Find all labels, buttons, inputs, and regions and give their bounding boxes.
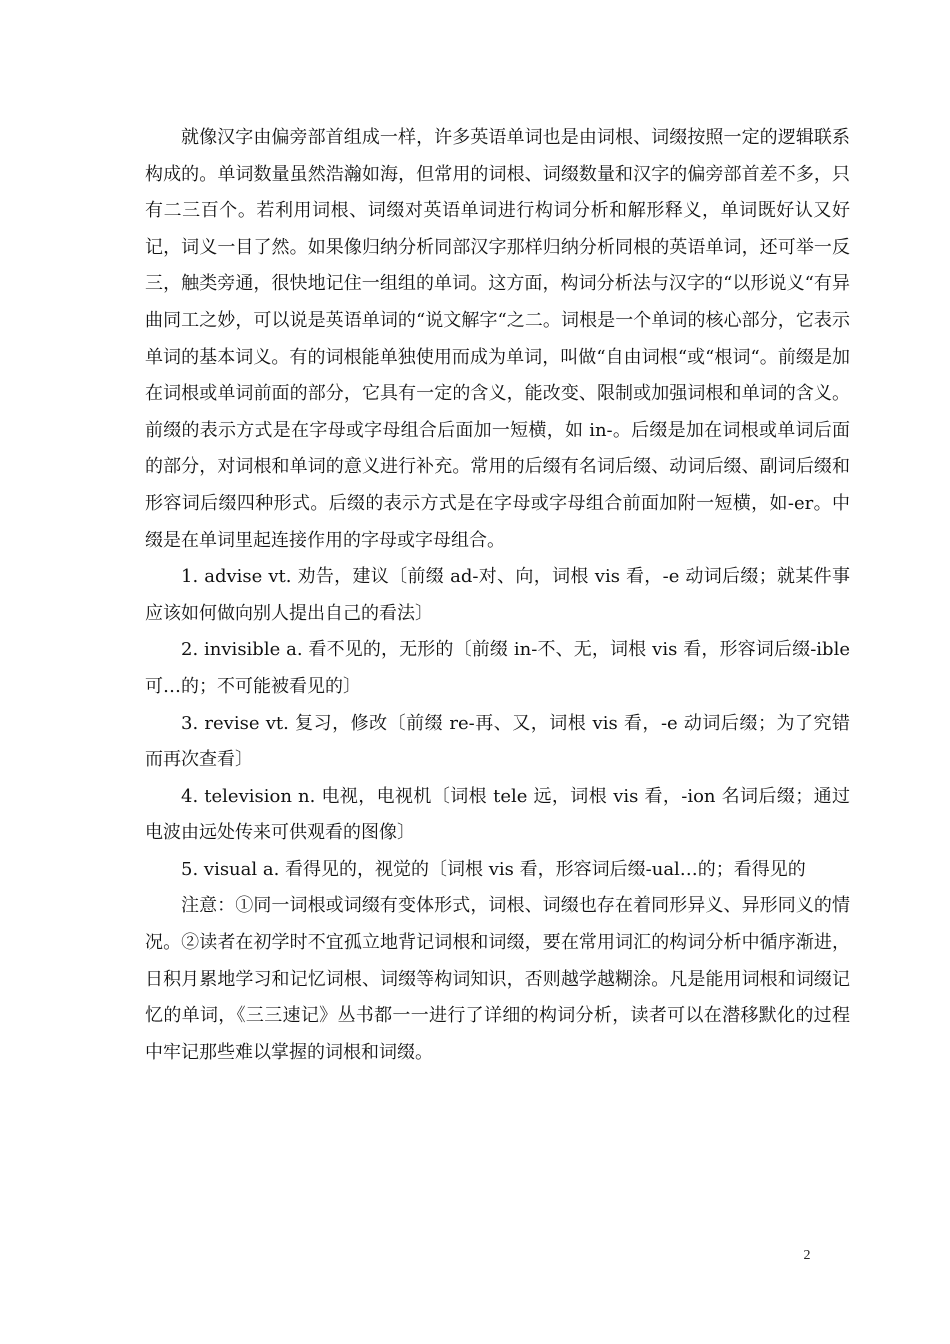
example-item-3: 3. revise vt. 复习，修改〔前缀 re-再、又，词根 vis 看，-e 动词后缀；为了究错而再次查看〕 bbox=[145, 712, 850, 771]
example-item-5: 5. visual a. 看得见的，视觉的〔词根 vis 看，形容词后缀-ual…的；看得见的 bbox=[181, 858, 806, 880]
example-item-1: 1. advise vt. 劝告，建议〔前缀 ad-对、向，词根 vis 看，-e 动词后缀；就某件事应该如何做向别人提出自己的看法〕 bbox=[145, 566, 850, 624]
example-item-2: 2. invisible a. 看不见的，无形的〔前缀 in-不、无，词根 vis 看，形容词后缀-ible 可…的；不可能被看见的〕 bbox=[145, 639, 850, 697]
note-paragraph: 注意：①同一词根或词缀有变体形式，词根、词缀也存在着同形异义、异形同义的情况。②读者在初学时不宜孤立地背记词根和词缀，要在常用词汇的构词分析中循序渐进，日积月累地学习和记忆词根、词缀等构词知识，否则越学越糊涂。凡是能用词根和词缀记忆的单词，《三三速记》丛书都一一进行了详细的构词分析，读者可以在潜移默化的过程中牢记那些难以掌握的词根和词缀。 bbox=[145, 895, 850, 1063]
page-number: 2 bbox=[803, 1248, 811, 1263]
example-item-4: 4. television n. 电视，电视机〔词根 tele 远，词根 vis 看，-ion 名词后缀；通过电波由远处传来可供观看的图像〕 bbox=[145, 785, 850, 844]
intro-paragraph: 就像汉字由偏旁部首组成一样，许多英语单词也是由词根、词缀按照一定的逻辑联系构成的。单词数量虽然浩瀚如海，但常用的词根、词缀数量和汉字的偏旁部首差不多，只有二三百个。若利用词根、词缀对英语单词进行构词分析和解形释义，单词既好认又好记，词义一目了然。如果像归纳分析同部汉字那样归纳分析同根的英语单词，还可举一反三，触类旁通，很快地记住一组组的单词。这方面，构词分析法与汉字的“以形说义“有异曲同工之妙，可以说是英语单词的“说文解字“之二。词根是一个单词的核心部分，它表示单词的基本词义。有的词根能单独使用而成为单词，叫做“自由词根“或“根词“。前缀是加在词根或单词前面的部分，它具有一定的含义，能改变、限制或加强词根和单词的含义。前缀的表示方式是在字母或字母组合后面加一短横，如 in-。后缀是加在词根或单词后面的部分，对词根和单词的意义进行补充。常用的后缀有名词后缀、动词后缀、副词后缀和形容词后缀四种形式。后缀的表示方式是在字母或字母组合前面加附一短横，如-er。中缀是在单词里起连接作用的字母或字母组合。 bbox=[145, 127, 850, 551]
document-body bbox=[145, 120, 850, 1071]
